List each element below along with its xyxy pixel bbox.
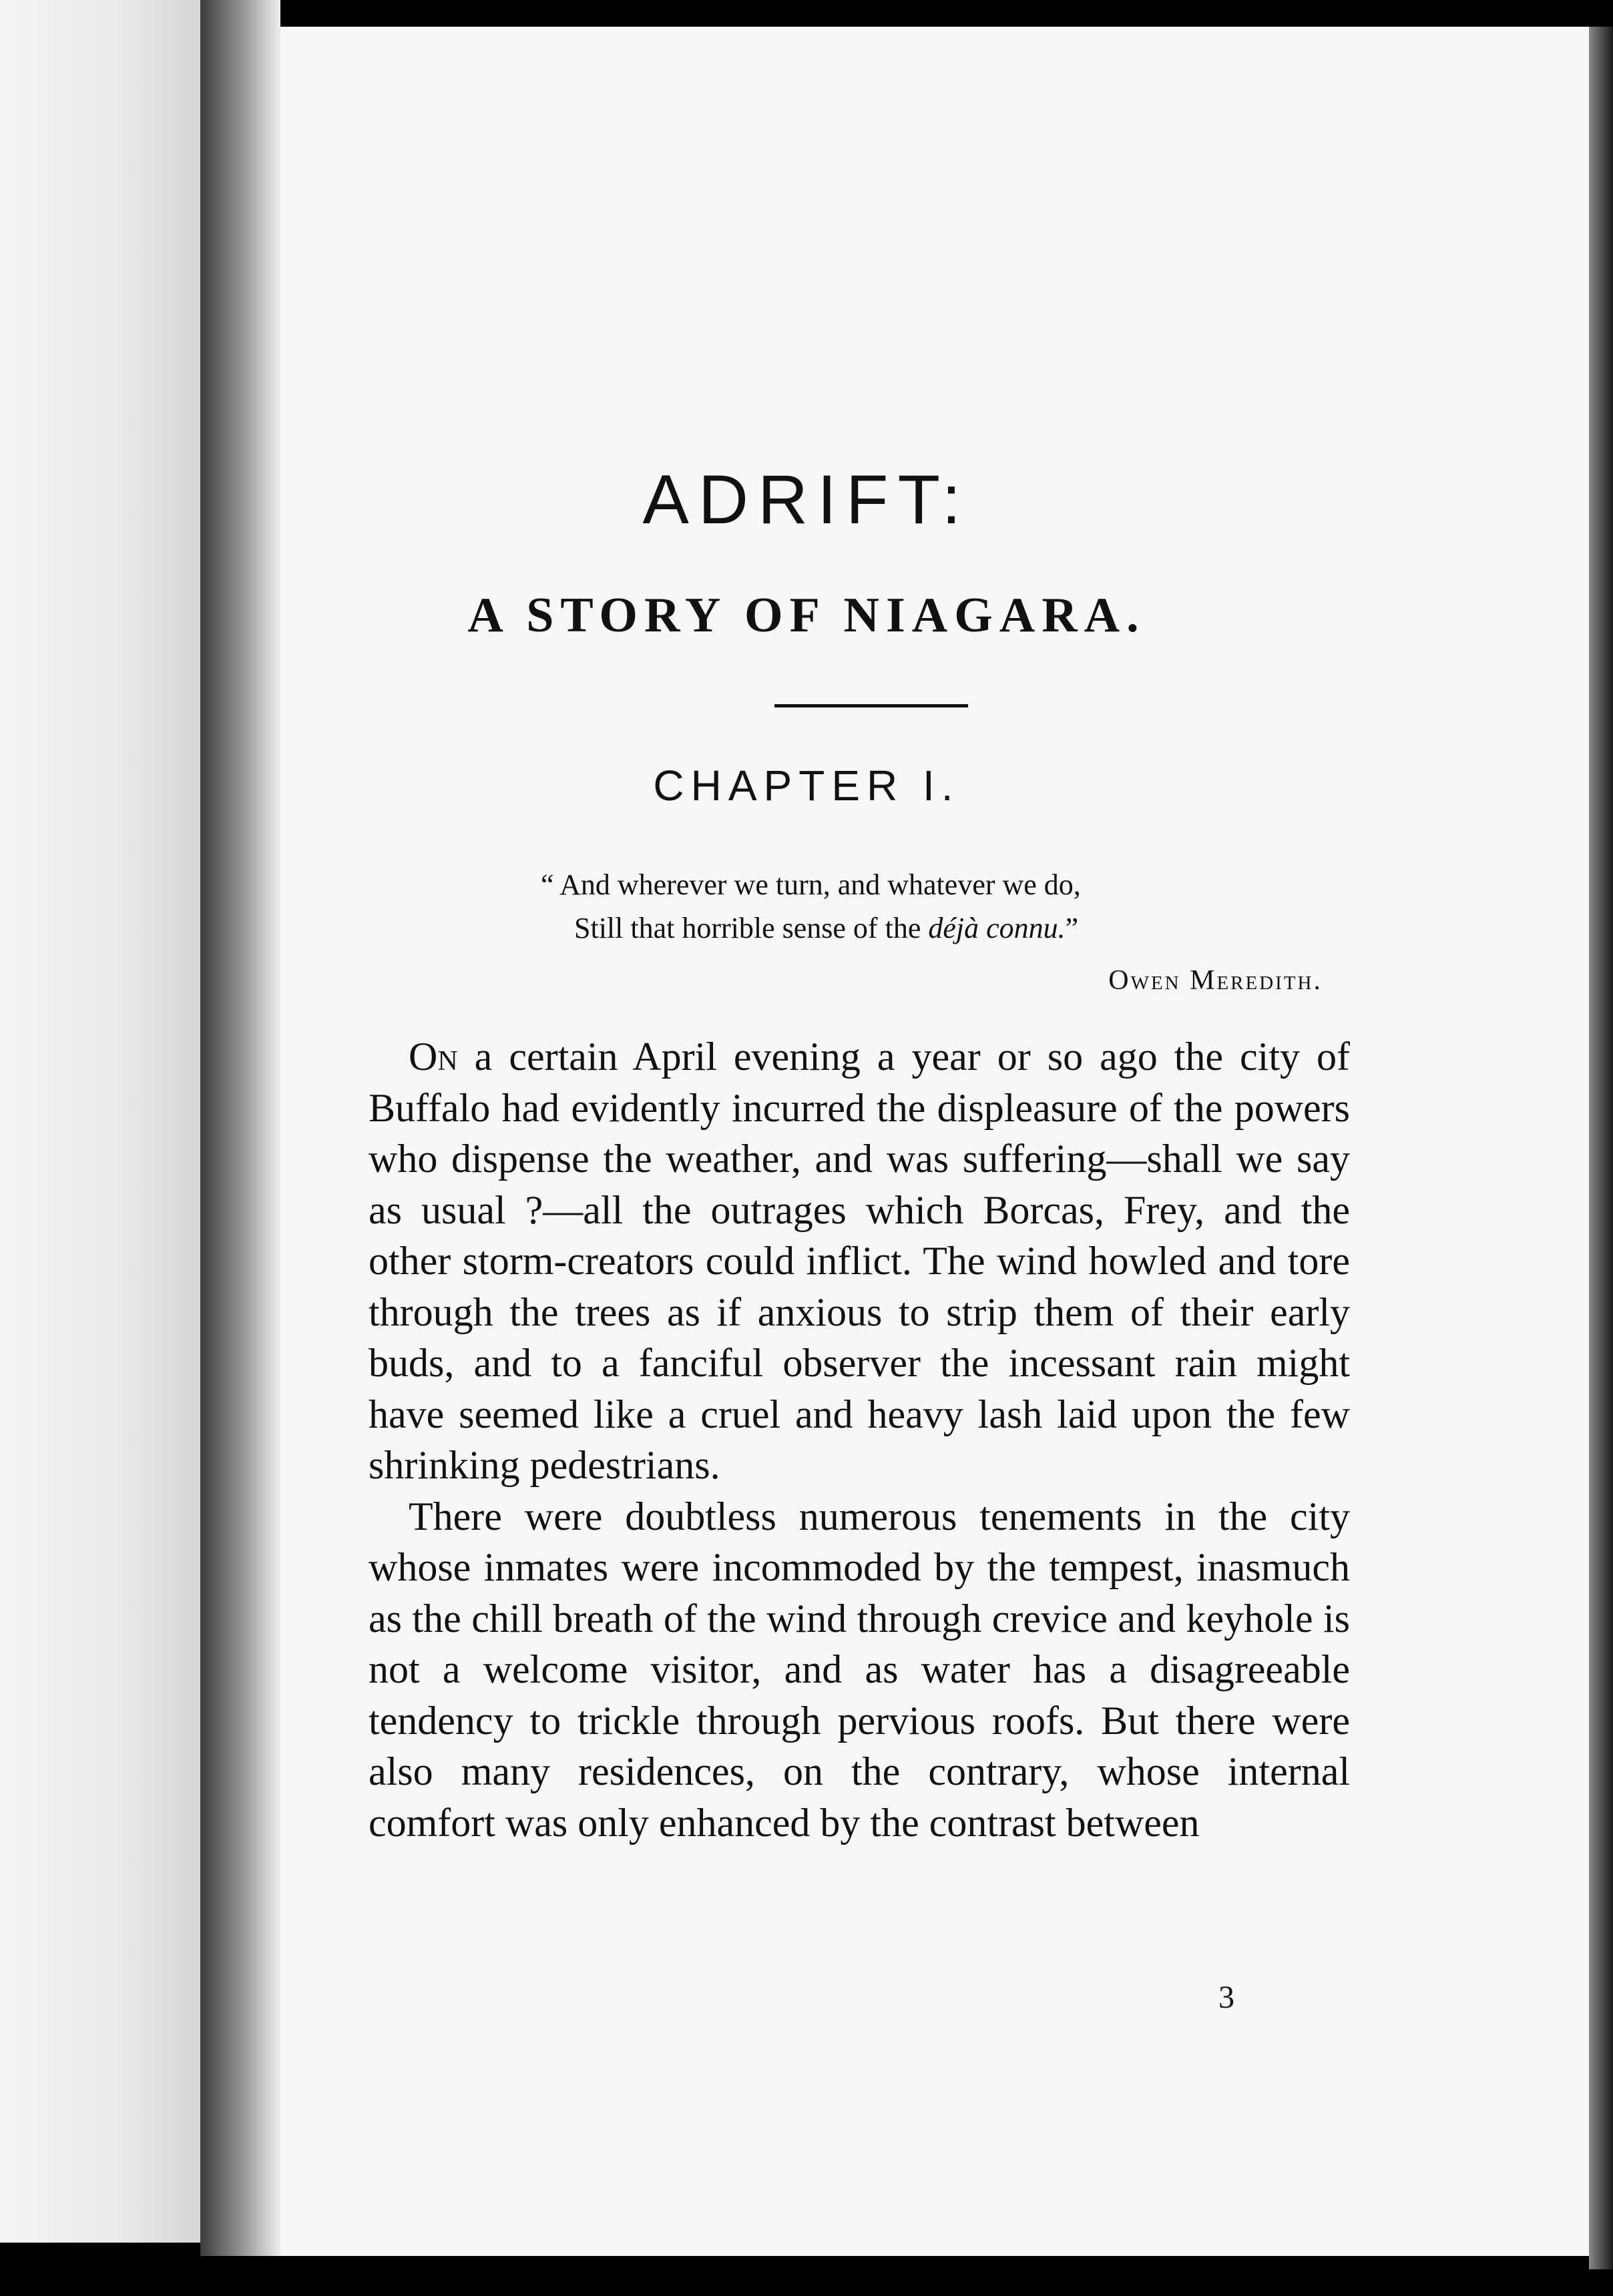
paragraph-1-opening-word: On <box>409 1035 458 1079</box>
epigraph-closing-quote: ” <box>1065 912 1079 944</box>
title-divider <box>774 704 968 707</box>
left-page <box>0 0 200 2243</box>
page-number: 3 <box>1218 1980 1234 2015</box>
epigraph-italic-phrase: déjà connu. <box>928 912 1066 944</box>
epigraph-author: Owen Meredith. <box>1108 965 1323 996</box>
body-text <box>369 1031 1350 1848</box>
chapter-heading: CHAPTER I. <box>653 762 960 810</box>
epigraph-line-2 <box>574 911 1078 945</box>
paragraph-1 <box>369 1031 1350 1491</box>
paragraph-1-text: a certain April evening a year or so ago the city of Buffalo had evidently incurred the displeasure of the powers who dispense the weather, and was suffering—shall we say as usual ?—all the outrages which Borcas, Frey, and the other storm-creators could inflict. The wind howled and tore through the trees as if anxious to strip them of their early buds, and to a fanciful observer the incessant rain might have seemed like a cruel and heavy lash laid upon the few shrinking pedestrians. <box>369 1035 1350 1487</box>
page-edge-shadow <box>1589 27 1613 2269</box>
epigraph-line-2-text: Still that horrible sense of the <box>574 912 929 944</box>
book-spine-shadow <box>200 0 280 2256</box>
book-title: ADRIFT: <box>642 461 971 539</box>
paragraph-2: There were doubtless numerous tenements in the city whose inmates were incommoded by the tempest, inasmuch as the chill breath of the wind through crevice and keyhole is not a welcome visitor, and as water has a disagreeable tendency to trickle through pervious roofs. But there were also many residences, on the contrary, whose internal comfort was only enhanced by the contrast between <box>369 1494 1350 1845</box>
book-subtitle: A STORY OF NIAGARA. <box>467 588 1146 643</box>
epigraph-line-1: “ And wherever we turn, and whatever we do, <box>541 868 1081 901</box>
